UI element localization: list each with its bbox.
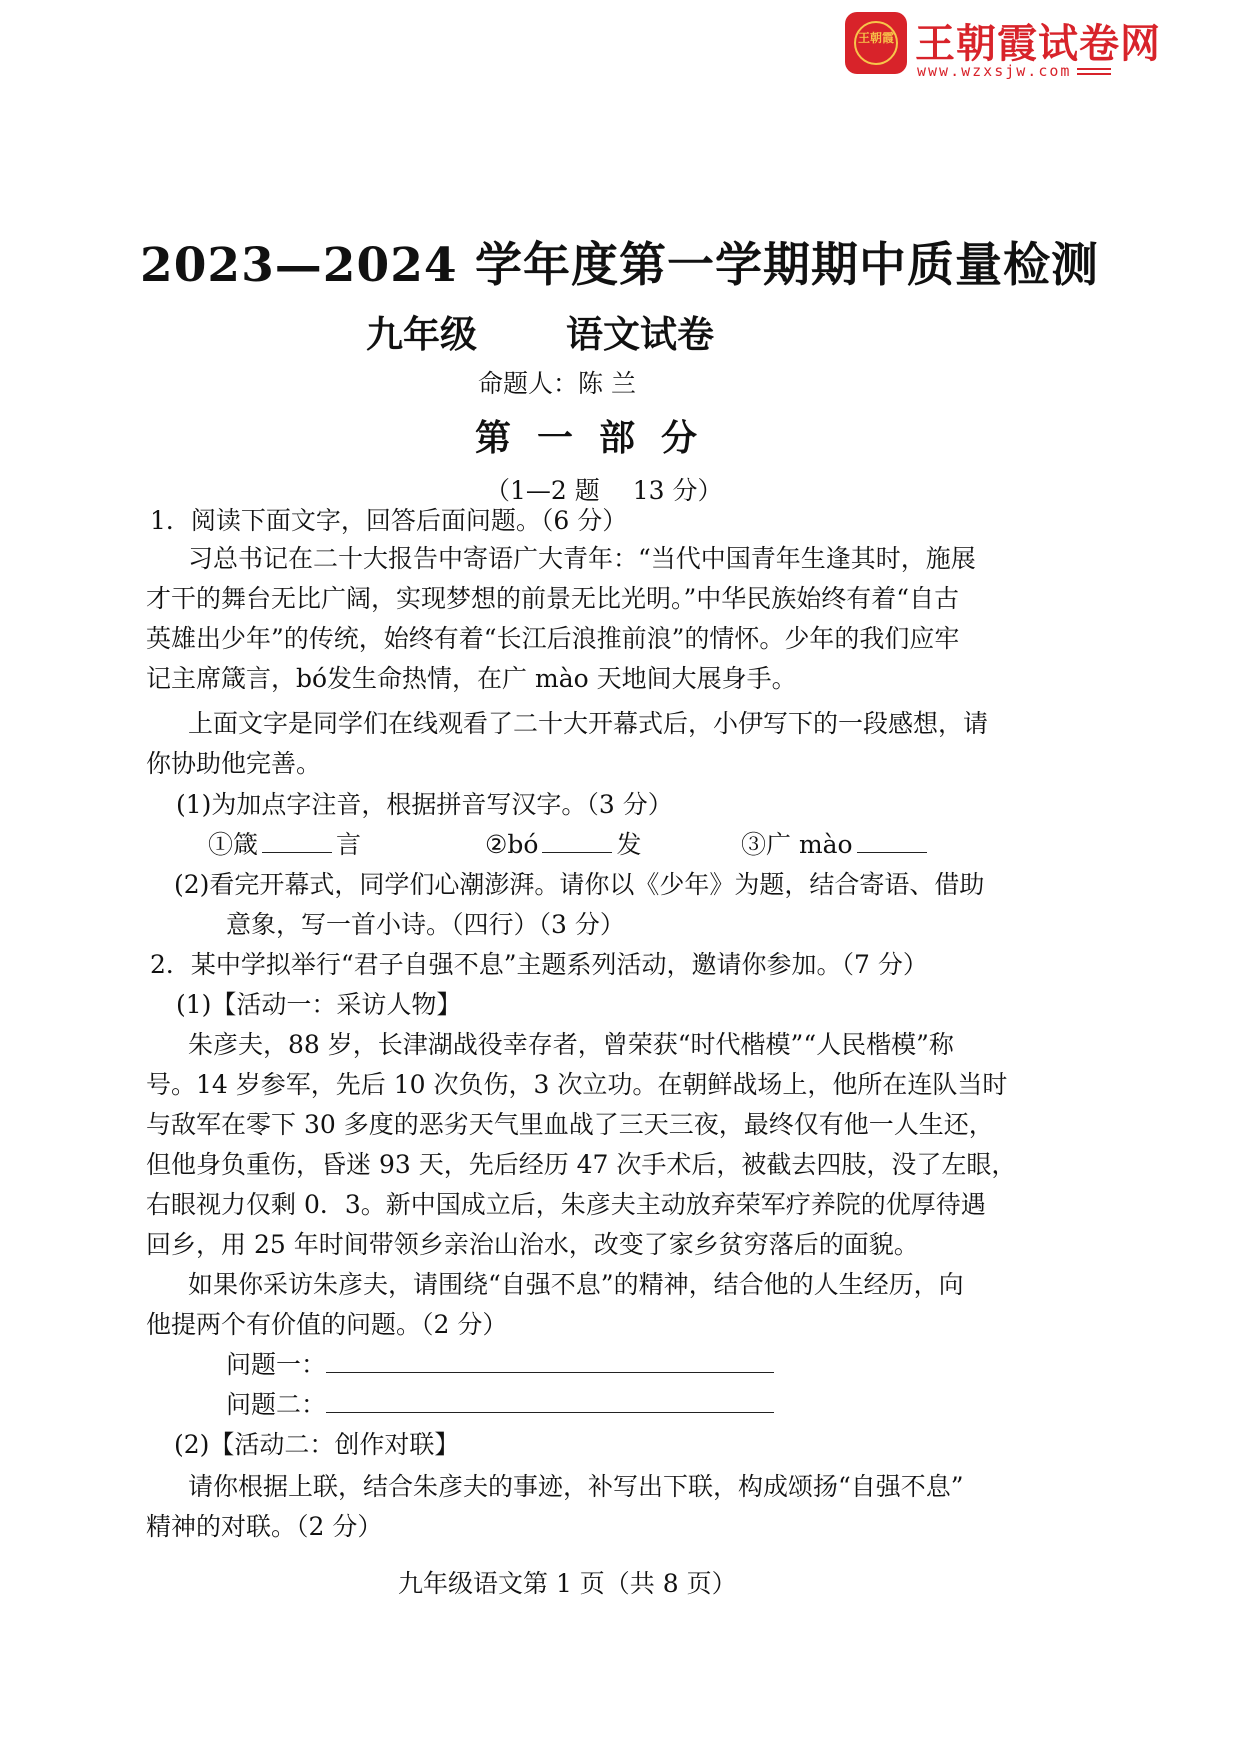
watermark-url: www.wzxsjw.com bbox=[917, 62, 1111, 80]
part-heading: 第一部分 bbox=[475, 417, 724, 459]
q2-act2-line: 精神的对联。（2 分） bbox=[146, 1512, 383, 1541]
q2-passage-line: 朱彦夫，88 岁，长津湖战役幸存者，曾荣获“时代楷模”“人民楷模”称 bbox=[188, 1030, 954, 1059]
watermark-name: 王朝霞试卷网 bbox=[915, 21, 1161, 67]
q1-passage-line: 习总书记在二十大报告中寄语广大青年：“当代中国青年生逢其时，施展 bbox=[188, 544, 976, 573]
q1-passage-line: 英雄出少年”的传统，始终有着“长江后浪推前浪”的情怀。少年的我们应牢 bbox=[146, 624, 960, 653]
q1-intro-line: 上面文字是同学们在线观看了二十大开幕式后，小伊写下的一段感想，请 bbox=[188, 709, 989, 738]
q1-sub1: (1)为加点字注音，根据拼音写汉字。（3 分） bbox=[176, 790, 673, 819]
question-2-row: 问题二： bbox=[226, 1386, 774, 1424]
q2-prompt-line: 如果你采访朱彦夫，请围绕“自强不息”的精神，结合他的人生经历，向 bbox=[188, 1270, 964, 1299]
q2-passage-line: 号。14 岁参军，先后 10 次负伤，3 次立功。在朝鲜战场上，他所在连队当时 bbox=[146, 1070, 1008, 1099]
question-1-row: 问题一： bbox=[226, 1346, 774, 1384]
answer-blank[interactable] bbox=[542, 826, 612, 853]
q2-stem: 2．某中学拟举行“君子自强不息”主题系列活动，邀请你参加。（7 分） bbox=[150, 950, 928, 979]
seal-icon bbox=[845, 12, 907, 74]
exam-title: 2023—2024 学年度第一学期期中质量检测 bbox=[140, 238, 1099, 293]
q2-passage-line: 回乡，用 25 年时间带领乡亲治山治水，改变了家乡贫穷落后的面貌。 bbox=[146, 1230, 919, 1259]
grade-label: 九年级 bbox=[366, 312, 477, 356]
watermark-logo bbox=[845, 12, 1165, 78]
q1-intro-line: 你协助他完善。 bbox=[146, 749, 322, 778]
page-footer: 九年级语文第 1 页（共 8 页） bbox=[398, 1569, 737, 1598]
subject-label: 语文试卷 bbox=[566, 312, 714, 356]
answer-blank[interactable] bbox=[857, 826, 927, 853]
q1-passage-line: 记主席箴言，bó发生命热情，在广 mào 天地间大展身手。 bbox=[146, 664, 797, 693]
q2-act2-line: 请你根据上联，结合朱彦夫的事迹，补写出下联，构成颂扬“自强不息” bbox=[188, 1472, 964, 1501]
answer-blank[interactable] bbox=[262, 826, 332, 853]
answer-line[interactable] bbox=[326, 1346, 774, 1373]
seal-text: 王朝霞 bbox=[857, 31, 894, 45]
q1-passage-line: 才干的舞台无比广阔，实现梦想的前景无比光明。”中华民族始终有着“自古 bbox=[146, 584, 960, 613]
blank-item-3: ③广 mào bbox=[741, 826, 931, 864]
blank-item-2: ②bó 发 bbox=[485, 826, 641, 864]
answer-line[interactable] bbox=[326, 1386, 774, 1413]
q2-prompt-line: 他提两个有价值的问题。（2 分） bbox=[146, 1310, 508, 1339]
q2-passage-line: 右眼视力仅剩 0．3。新中国成立后，朱彦夫主动放弃荣军疗养院的优厚待遇 bbox=[146, 1190, 986, 1219]
q2-activity-2: (2)【活动二：创作对联】 bbox=[174, 1430, 460, 1459]
q1-sub2-line: (2)看完开幕式，同学们心潮澎湃。请你以《少年》为题，结合寄语、借助 bbox=[174, 870, 985, 899]
q2-activity-1: (1)【活动一：采访人物】 bbox=[176, 990, 462, 1019]
q2-passage-line: 但他身负重伤，昏迷 93 天，先后经历 47 次手术后，被截去四肢，没了左眼， bbox=[146, 1150, 1017, 1179]
q1-sub2-line: 意象，写一首小诗。（四行）（3 分） bbox=[226, 910, 625, 939]
question-range: （1—2 题 13 分） bbox=[485, 476, 723, 505]
q1-stem: 1．阅读下面文字，回答后面问题。（6 分） bbox=[150, 506, 628, 535]
q2-passage-line: 与敌军在零下 30 多度的恶劣天气里血战了三天三夜，最终仅有他一人生还， bbox=[146, 1110, 994, 1139]
author-line: 命题人：陈 兰 bbox=[478, 369, 636, 398]
blank-item-1: ①箴 言 bbox=[208, 826, 361, 864]
